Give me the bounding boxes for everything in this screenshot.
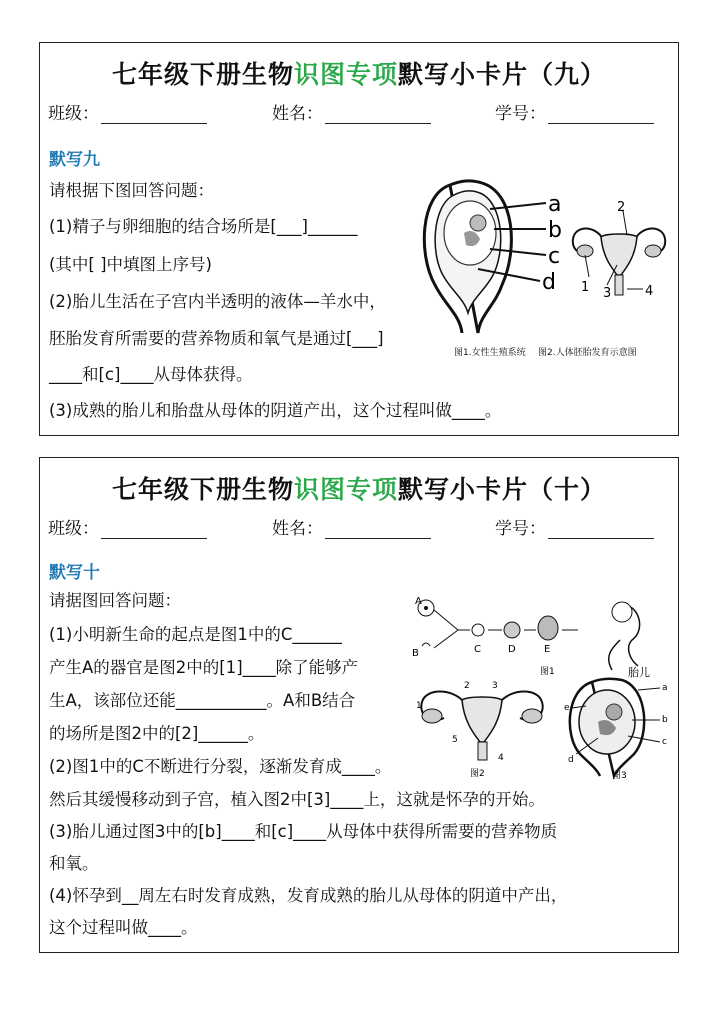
label-3: 3 xyxy=(603,286,612,301)
question-line: 产生A的器官是图2中的[1]____除了能够产 xyxy=(49,658,359,677)
question-line: 这个过程叫做____。 xyxy=(49,918,198,937)
question-line: (4)怀孕到__周左右时发育成熟，发育成熟的胎儿从母体的阴道中产出， xyxy=(49,886,568,905)
name-label: 姓名： xyxy=(272,104,323,124)
figure-1-caption: 图1 xyxy=(540,667,555,677)
label-a: a xyxy=(662,683,668,693)
label-A: A xyxy=(415,596,422,607)
label-1: 1 xyxy=(416,701,422,711)
question-line: (2)胎儿生活在子宫内半透明的液体—羊水中， xyxy=(49,292,386,311)
card-title xyxy=(40,470,678,506)
name-blank[interactable] xyxy=(325,107,431,124)
id-label: 学号： xyxy=(495,519,546,539)
section-heading: 默写十 xyxy=(49,563,100,583)
question-line: 然后其缓慢移动到子宫，植入图2中[3]____上，这就是怀孕的开始。 xyxy=(49,790,545,809)
label-D: D xyxy=(508,644,516,655)
figure-caption-1: 图1.女性生殖系统 xyxy=(454,348,526,358)
label-b: b xyxy=(548,218,562,243)
figure-caption-2: 图2.人体胚胎发育示意图 xyxy=(538,348,637,358)
question-line: (1)精子与卵细胞的结合场所是[___]______ xyxy=(49,217,358,236)
reproductive-system-figure xyxy=(565,195,673,311)
question-line: (其中[ ]中填图上序号) xyxy=(49,255,212,274)
label-5: 5 xyxy=(452,735,458,745)
name-field[interactable] xyxy=(272,514,431,539)
label-2: 2 xyxy=(617,200,626,215)
label-1: 1 xyxy=(581,280,590,295)
figure-3-caption: 图3 xyxy=(612,771,627,781)
question-line: (2)图1中的C不断进行分裂，逐渐发育成____。 xyxy=(49,757,392,776)
question-line: 和氧。 xyxy=(49,854,99,873)
question-line: 生A，该部位还能___________。A和B结合 xyxy=(49,691,356,710)
label-d: d xyxy=(568,755,574,765)
label-E: E xyxy=(544,644,551,655)
student-info-row xyxy=(48,99,668,123)
label-2: 2 xyxy=(464,681,470,691)
question-line: (3)胎儿通过图3中的[b]____和[c]____从母体中获得所需要的营养物质 xyxy=(49,822,558,841)
card-nine xyxy=(39,42,679,436)
question-line: (1)小明新生命的起点是图1中的C______ xyxy=(49,625,342,644)
label-a: a xyxy=(548,192,562,217)
class-field[interactable] xyxy=(48,99,207,124)
name-field[interactable] xyxy=(272,99,431,124)
student-info-row xyxy=(48,514,668,538)
label-c: c xyxy=(548,244,561,269)
label-4: 4 xyxy=(645,284,654,299)
id-field[interactable] xyxy=(495,514,654,539)
question-line: 请根据下图回答问题： xyxy=(49,181,214,200)
question-line: 的场所是图2中的[2]______。 xyxy=(49,724,265,743)
section-heading: 默写九 xyxy=(49,150,100,170)
uterus-fetus-figure xyxy=(420,175,560,335)
title-highlight: 识图专项 xyxy=(293,475,398,504)
name-blank[interactable] xyxy=(325,522,431,539)
id-blank[interactable] xyxy=(548,107,654,124)
title-suffix: 默写小卡片（九） xyxy=(398,60,607,89)
uterus-diagram-figure xyxy=(412,676,552,780)
class-label: 班级： xyxy=(48,104,99,124)
question-line: (3)成熟的胎儿和胎盘从母体的阴道产出，这个过程叫做____。 xyxy=(49,401,502,420)
label-B: B xyxy=(412,648,419,659)
label-C: C xyxy=(474,644,481,655)
title-suffix: 默写小卡片（十） xyxy=(398,475,607,504)
question-line: 胚胎发育所需要的营养物质和氧气是通过[___] xyxy=(49,329,384,348)
card-ten xyxy=(39,457,679,953)
label-b: b xyxy=(662,715,668,725)
id-field[interactable] xyxy=(495,99,654,124)
class-field[interactable] xyxy=(48,514,207,539)
label-c: c xyxy=(662,737,667,747)
title-prefix: 七年级下册生物 xyxy=(111,475,294,504)
id-blank[interactable] xyxy=(548,522,654,539)
class-blank[interactable] xyxy=(101,522,207,539)
name-label: 姓名： xyxy=(272,519,323,539)
id-label: 学号： xyxy=(495,104,546,124)
figure-2-caption: 图2 xyxy=(470,769,485,779)
class-blank[interactable] xyxy=(101,107,207,124)
label-d: d xyxy=(542,270,556,295)
fetus-in-uterus-figure xyxy=(562,676,672,780)
label-fetus: 胎儿 xyxy=(628,666,650,679)
class-label: 班级： xyxy=(48,519,99,539)
development-sequence-figure xyxy=(410,594,672,680)
label-e: e xyxy=(564,703,570,713)
question-line: ____和[c]____从母体获得。 xyxy=(49,365,253,384)
title-prefix: 七年级下册生物 xyxy=(111,60,294,89)
label-4: 4 xyxy=(498,753,504,763)
label-3: 3 xyxy=(492,681,498,691)
title-highlight: 识图专项 xyxy=(293,60,398,89)
question-line: 请据图回答问题： xyxy=(49,591,181,610)
card-title xyxy=(40,55,678,91)
